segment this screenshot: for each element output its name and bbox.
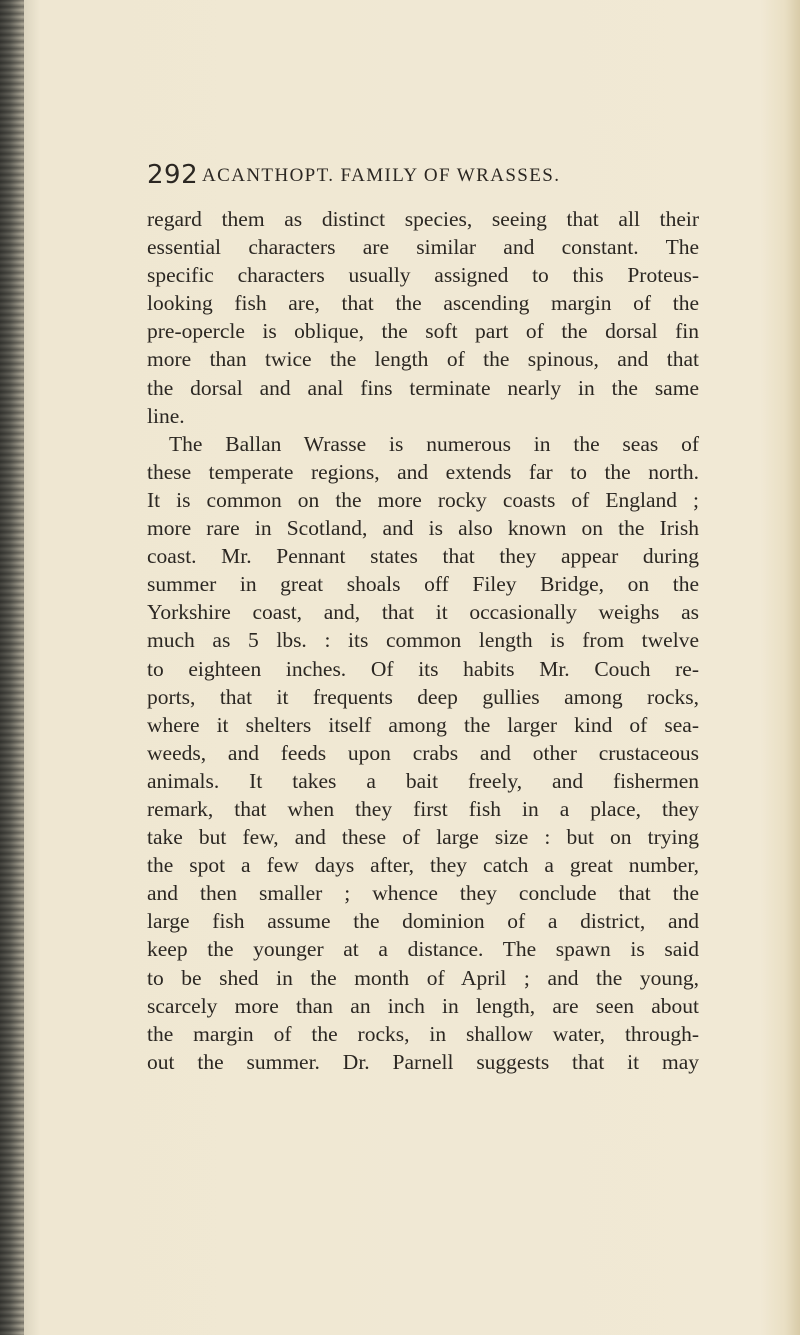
text-line: more rare in Scotland, and is also known on the Irish — [147, 516, 699, 541]
page-number: 292 — [147, 160, 199, 190]
text-line: pre-opercle is oblique, the soft part of the dorsal fin — [147, 319, 699, 344]
text-line: regard them as distinct species, seeing that all their — [147, 207, 699, 231]
text-line: large fish assume the dominion of a district, and — [147, 909, 699, 934]
body-text — [147, 205, 699, 1076]
text-line: keep the younger at a distance. The spawn is said — [147, 937, 699, 962]
text-line: take but few, and these of large size : but on trying — [147, 825, 699, 850]
text-line: animals. It takes a bait freely, and fishermen — [147, 768, 699, 793]
text-line: The Ballan Wrasse is numerous in the seas of — [169, 431, 699, 456]
text-line: the margin of the rocks, in shallow water, through- — [147, 1021, 699, 1046]
text-line: It is common on the more rocky coasts of England ; — [147, 487, 699, 512]
text-line: line. — [147, 403, 185, 428]
text-line: scarcely more than an inch in length, are seen about — [147, 993, 699, 1018]
text-line: Yorkshire coast, and, that it occasionally weighs as — [147, 600, 699, 625]
text-line: summer in great shoals off Filey Bridge, on the — [147, 572, 699, 597]
text-line: specific characters usually assigned to this Proteus- — [147, 263, 699, 288]
text-line: remark, that when they first fish in a place, they — [147, 796, 699, 821]
text-line: to eighteen inches. Of its habits Mr. Couch re- — [147, 656, 699, 681]
text-line: these temperate regions, and extends far to the north. — [147, 459, 699, 484]
text-line: weeds, and feeds upon crabs and other crustaceous — [147, 740, 699, 765]
text-line: to be shed in the month of April ; and the young, — [147, 965, 699, 990]
text-line: the spot a few days after, they catch a great number, — [147, 853, 699, 878]
text-line: and then smaller ; whence they conclude that the — [147, 881, 699, 906]
text-line: where it shelters itself among the larger kind of sea- — [147, 712, 699, 737]
text-line: more than twice the length of the spinous, and that — [147, 347, 699, 372]
text-line: looking fish are, that the ascending margin of the — [147, 291, 699, 316]
page-gutter-shadow — [0, 0, 24, 1335]
text-line: essential characters are similar and constant. The — [147, 235, 699, 260]
text-line: much as 5 lbs. : its common length is from twelve — [147, 628, 699, 653]
text-line: ports, that it frequents deep gullies among rocks, — [147, 684, 699, 709]
running-head — [147, 160, 667, 192]
running-title: ACANTHOPT. FAMILY OF WRASSES. — [202, 165, 561, 186]
text-line: out the summer. Dr. Parnell suggests that it may — [147, 1049, 699, 1074]
text-line: the dorsal and anal fins terminate nearly in the same — [147, 375, 699, 400]
text-line: coast. Mr. Pennant states that they appear during — [147, 544, 699, 569]
